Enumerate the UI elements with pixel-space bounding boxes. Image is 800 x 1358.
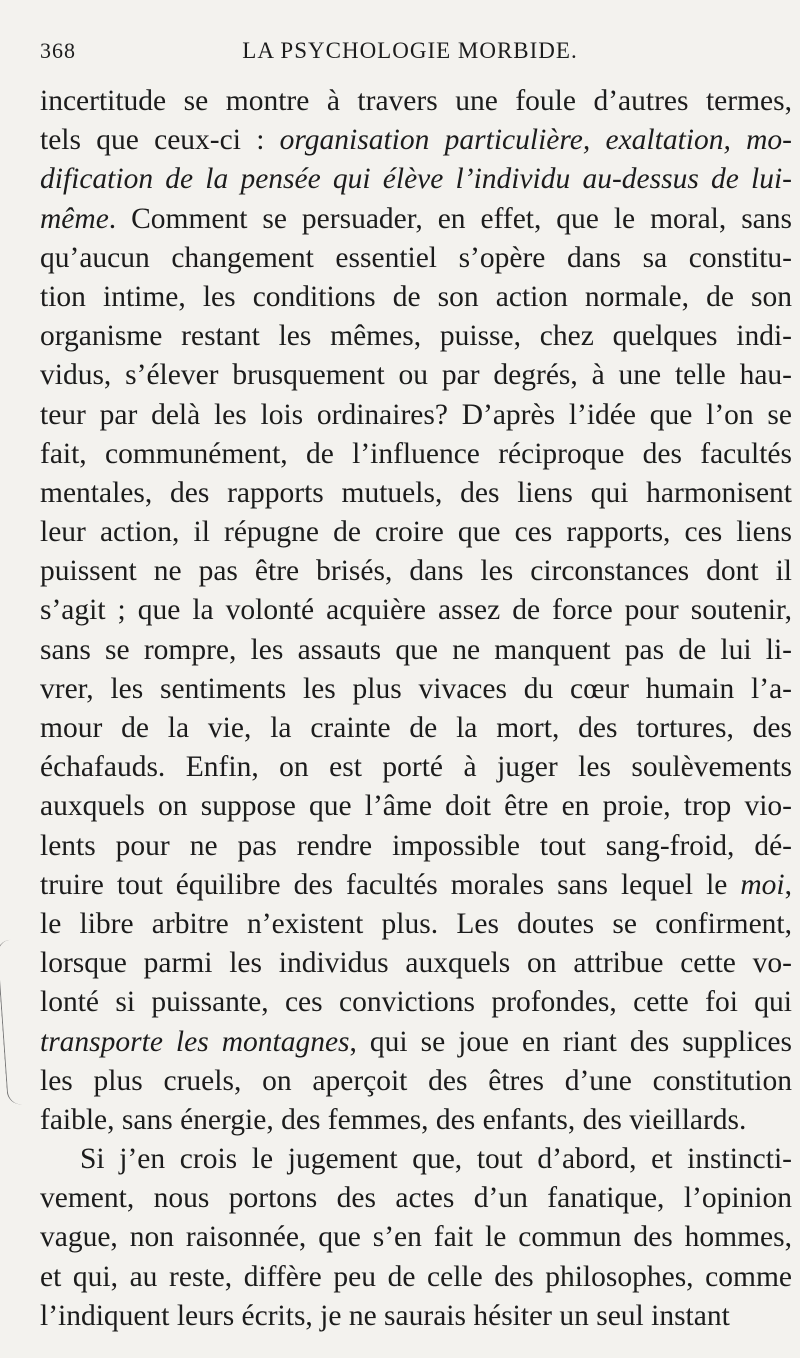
text-segment: vement, nous portons des actes d’un fanatique, l’opinion [40,1182,792,1215]
text-segment: tion intime, les conditions de son action normale, de son [40,280,792,313]
text-segment: l’indiquent leurs écrits, je ne saurais hésiter un seul instant [40,1299,730,1332]
text-segment: vidus, s’élever brusquement ou par degrés, à une telle hau- [40,359,792,392]
text-line [40,1140,792,1179]
text-line [40,82,792,121]
text-segment: échafauds. Enfin, on est porté à juger les soulèvements [40,751,792,784]
text-line [40,748,792,787]
text-line [40,435,792,474]
text-line [40,121,792,160]
text-segment: mour de la vie, la crainte de la mort, des tortures, des [40,712,792,744]
text-line [40,513,792,552]
text-segment: Si j’en crois le jugement que, tout d’abord, et instincti- [80,1143,792,1176]
text-segment: sans se rompre, les assauts que ne manquent pas de lui li- [40,633,792,666]
text-line [40,944,792,983]
italic-segment: moi [740,868,785,901]
text-segment: incertitude se montre à travers une foule d’autres termes, [40,85,792,117]
text-segment: tels que ceux-ci : [40,124,280,157]
text-line [40,1101,792,1140]
text-line [40,827,792,866]
text-line [40,1218,792,1257]
text-line [40,709,792,748]
italic-segment: organisation particulière, exaltation, mo- [279,124,792,157]
text-line [40,631,792,670]
text-line [40,1297,792,1336]
text-line [40,1023,792,1062]
text-line [40,356,792,395]
running-title: LA PSYCHOLOGIE MORBIDE. [242,38,578,63]
text-line [40,670,792,709]
text-segment: le libre arbitre n’existent plus. Les doutes se confirment, [40,907,792,940]
text-segment: lonté si puissante, ces convictions profondes, cette foi qui [40,986,792,1019]
text-line [40,474,792,513]
italic-segment: même [40,202,109,235]
text-segment: lorsque parmi les individus auxquels on attribue cette vo- [40,947,792,980]
text-line [40,591,792,630]
running-header [40,38,780,78]
text-segment: mentales, des rapports mutuels, des liens qui harmonisent [40,476,792,509]
text-line [40,317,792,356]
text-line [40,200,792,239]
body-text [40,82,792,1336]
text-segment: . Comment se persuader, en effet, que le moral, sans [108,202,792,235]
text-segment: les plus cruels, on aperçoit des êtres d’une constitution [40,1064,792,1097]
text-segment: auxquels on suppose que l’âme doit être en proie, trop vio- [40,790,792,823]
text-segment: , [784,868,792,901]
italic-segment: transporte les montagnes [40,1025,350,1058]
text-line [40,983,792,1022]
text-line [40,905,792,944]
text-segment: lents pour ne pas rendre impossible tout sang-froid, dé- [40,829,792,862]
text-line [40,552,792,591]
text-segment: , qui se joue en riant des supplices [349,1025,792,1058]
text-segment: et qui, au reste, diffère peu de celle des philosophes, comme [40,1260,792,1293]
text-segment: vrer, les sentiments les plus vivaces du cœur humain l’a- [40,672,792,705]
text-line [40,1179,792,1218]
text-segment: teur par delà les lois ordinaires? D’après l’idée que l’on se [40,398,792,431]
text-line [40,1062,792,1101]
text-line [40,866,792,905]
margin-pencil-mark [0,940,23,1106]
text-segment: faible, sans énergie, des femmes, des enfants, des vieillards. [40,1103,747,1136]
text-line [40,160,792,199]
text-segment: leur action, il répugne de croire que ces rapports, ces liens [40,516,792,549]
text-segment: puissent ne pas être brisés, dans les circonstances dont il [40,555,792,588]
text-segment: qu’aucun changement essentiel s’opère dans sa constitu- [40,241,792,274]
text-segment: vague, non raisonnée, que s’en fait le commun des hommes, [40,1221,792,1254]
text-line [40,787,792,826]
text-line [40,1258,792,1297]
text-line [40,278,792,317]
text-segment: truire tout équilibre des facultés morales sans lequel le [40,868,741,901]
text-segment: organisme restant les mêmes, puisse, chez quelques indi- [40,320,792,353]
text-segment: s’agit ; que la volonté acquière assez de force pour soutenir, [40,594,792,627]
italic-segment: dification de la pensée qui élève l’individu au-dessus de lui- [40,163,792,196]
text-segment: fait, communément, de l’influence réciproque des facultés [40,437,792,470]
text-line [40,396,792,435]
page-number: 368 [40,38,76,63]
text-line [40,239,792,278]
